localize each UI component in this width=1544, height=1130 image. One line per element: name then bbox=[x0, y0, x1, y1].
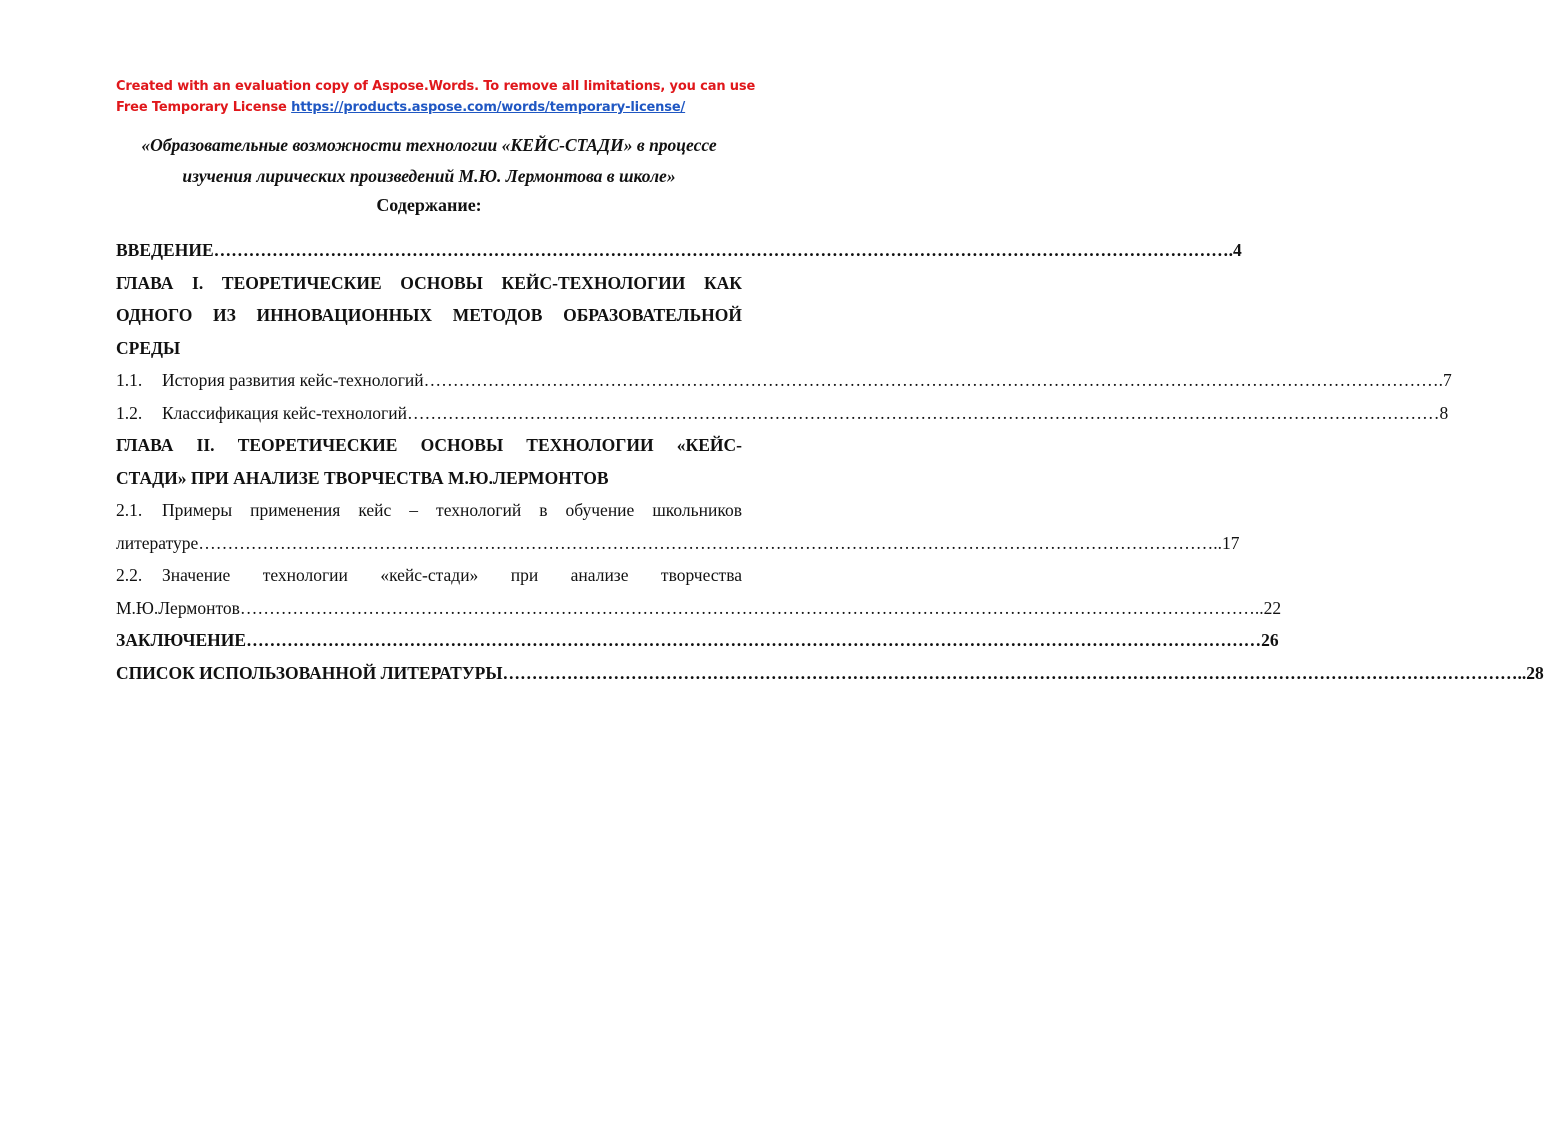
toc-entry-conclusion[interactable] bbox=[116, 624, 1279, 657]
toc-entry-label: Примеры применения кейс – технологий в обучение школьников bbox=[162, 500, 742, 520]
evaluation-notice-line1: Created with an evaluation copy of Aspose.Words. To remove all limitations, you can use bbox=[116, 79, 756, 94]
toc-entry-page: 26 bbox=[1261, 630, 1279, 650]
toc-entry-chapter1-line2[interactable]: ОДНОГО ИЗ ИННОВАЦИОННЫХ МЕТОДОВ ОБРАЗОВАТЕЛЬНОЙ bbox=[116, 305, 742, 325]
toc-entry-intro[interactable] bbox=[116, 234, 1242, 267]
toc-leader-dots bbox=[407, 397, 1422, 430]
toc-entry-section-2-2-line2[interactable] bbox=[116, 592, 1282, 625]
toc-entry-page: .7 bbox=[1438, 370, 1452, 390]
toc-entry-section-1-2[interactable] bbox=[116, 397, 1449, 430]
document-title bbox=[100, 130, 758, 192]
title-line2: изучения лирических произведений М.Ю. Лермонтова в школе» bbox=[182, 166, 676, 186]
toc-entry-label: ЗАКЛЮЧЕНИЕ bbox=[116, 630, 247, 650]
toc-entry-number: 1.2. bbox=[116, 402, 143, 423]
toc-entry-label: История развития кейс-технологий bbox=[162, 370, 424, 390]
toc-entry-chapter1-line1[interactable]: ГЛАВА I. ТЕОРЕТИЧЕСКИЕ ОСНОВЫ КЕЙС-ТЕХНОЛОГИИ КАК bbox=[116, 272, 742, 293]
toc-entry-label: Классификация кейс-технологий bbox=[162, 402, 407, 423]
evaluation-notice-line2 bbox=[116, 97, 756, 118]
toc-entry-references[interactable] bbox=[116, 657, 1544, 690]
toc-entry-section-1-1[interactable] bbox=[116, 364, 1452, 397]
license-link[interactable]: https://products.aspose.com/words/temporary-license/ bbox=[291, 100, 686, 115]
toc-leader-dots bbox=[240, 592, 1255, 625]
toc-entry-chapter2-line1[interactable]: ГЛАВА II. ТЕОРЕТИЧЕСКИЕ ОСНОВЫ ТЕХНОЛОГИИ «КЕЙС- bbox=[116, 435, 742, 455]
toc-entry-page: ..28 bbox=[1517, 662, 1544, 683]
toc-entry-section-2-1-line1[interactable] bbox=[116, 494, 742, 527]
table-of-contents bbox=[116, 234, 1544, 689]
toc-entry-label: М.Ю.Лермонтов bbox=[116, 597, 240, 618]
toc-leader-dots bbox=[503, 657, 1518, 690]
toc-entry-label: Значение технологии «кейс-стади» при анализе творчества bbox=[162, 565, 742, 585]
toc-leader-dots bbox=[424, 364, 1439, 397]
toc-entry-label: СТАДИ» ПРИ АНАЛИЗЕ ТВОРЧЕСТВА М.Ю.ЛЕРМОНТОВ bbox=[116, 467, 609, 488]
title-line1: «Образовательные возможности технологии «КЕЙС-СТАДИ» в процессе bbox=[141, 135, 717, 155]
toc-leader-dots bbox=[214, 234, 1229, 267]
toc-entry-number: 2.2. bbox=[116, 565, 143, 585]
toc-heading: Содержание: bbox=[376, 195, 482, 215]
toc-entry-label: ВВЕДЕНИЕ bbox=[116, 240, 214, 260]
toc-entry-label: литературе bbox=[116, 532, 199, 553]
toc-entry-page: .4 bbox=[1228, 240, 1242, 260]
toc-entry-page: ..22 bbox=[1254, 597, 1282, 618]
toc-entry-chapter1-line3[interactable] bbox=[116, 332, 742, 365]
toc-entry-number: 2.1. bbox=[116, 500, 143, 520]
toc-entry-section-2-1-line2[interactable] bbox=[116, 527, 1240, 560]
evaluation-notice bbox=[116, 76, 756, 118]
toc-entry-section-2-2-line1[interactable] bbox=[116, 559, 742, 592]
toc-entry-page: ..17 bbox=[1213, 532, 1240, 553]
toc-leader-dots bbox=[198, 527, 1213, 560]
toc-entry-label: СРЕДЫ bbox=[116, 337, 181, 358]
toc-entry-number: 1.1. bbox=[116, 370, 143, 390]
toc-entry-page: …8 bbox=[1421, 402, 1449, 423]
license-label: Free Temporary License bbox=[116, 100, 287, 115]
toc-entry-chapter2-line2[interactable] bbox=[116, 462, 742, 495]
toc-entry-label: СПИСОК ИСПОЛЬЗОВАННОЙ ЛИТЕРАТУРЫ bbox=[116, 662, 503, 683]
toc-leader-dots bbox=[246, 624, 1261, 657]
